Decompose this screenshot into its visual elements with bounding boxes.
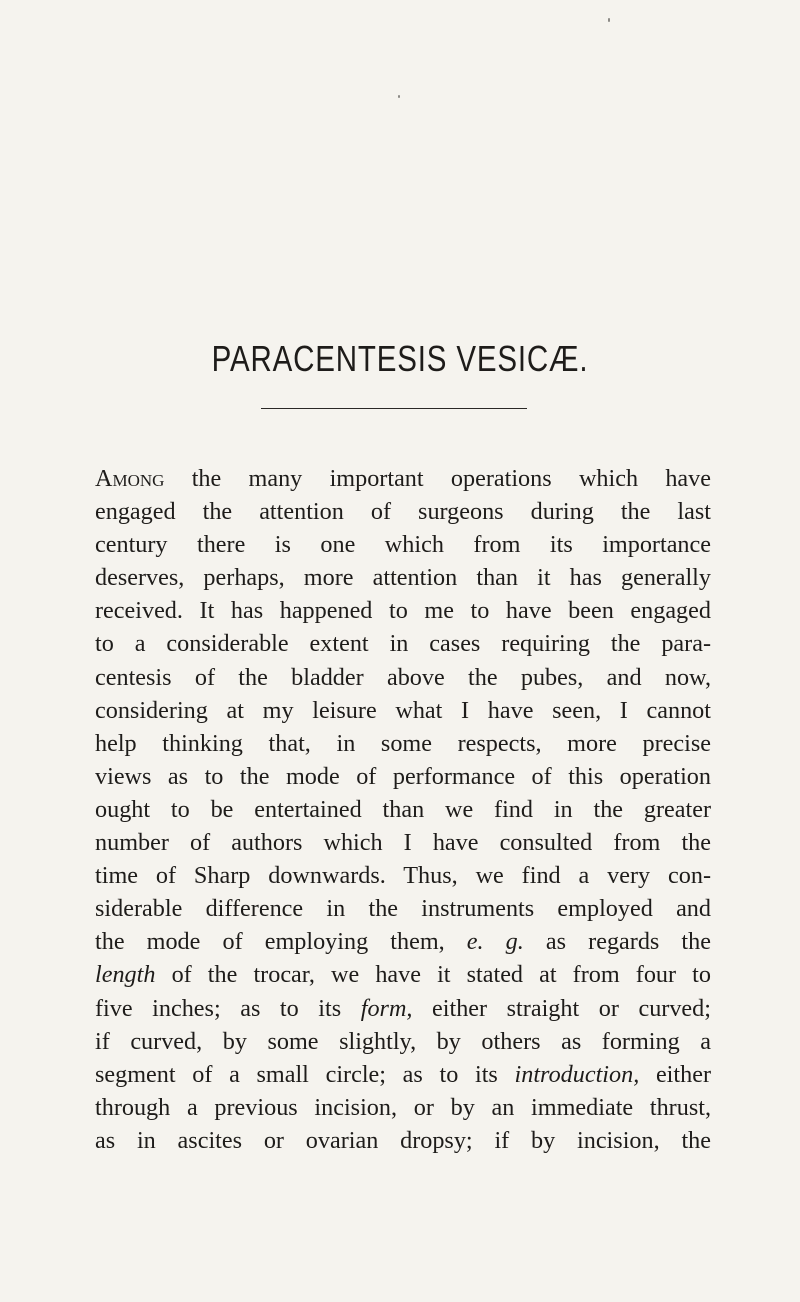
- text-line: to a considerable extent in cases requiring the para-: [95, 630, 711, 658]
- text-line: as in ascites or ovarian dropsy; if by incision, the: [95, 1126, 711, 1154]
- text-line: time of Sharp downwards. Thus, we find a very con-: [95, 862, 711, 890]
- opening-word: Among: [95, 465, 165, 492]
- text-line: length of the trocar, we have it stated at from four to: [95, 961, 711, 989]
- text-line: number of authors which I have consulted from the: [95, 829, 711, 857]
- text-line: considering at my leisure what I have seen, I cannot: [95, 696, 711, 724]
- text-line: if curved, by some slightly, by others as forming a: [95, 1027, 711, 1055]
- text-line: Among the many important operations which have: [95, 465, 711, 492]
- text-line: through a previous incision, or by an immediate thrust,: [95, 1093, 711, 1121]
- text-line: received. It has happened to me to have been engaged: [95, 597, 711, 625]
- page-speck: [398, 95, 400, 98]
- text-line: deserves, perhaps, more attention than it has generally: [95, 564, 711, 592]
- chapter-title: PARACENTESIS VESICÆ.: [211, 338, 589, 379]
- text-line: ought to be entertained than we find in the greater: [95, 795, 711, 823]
- text-line: siderable difference in the instruments employed and: [95, 895, 711, 923]
- italic-term: introduction,: [514, 1060, 640, 1088]
- text-line: segment of a small circle; as to its introduction, either: [95, 1060, 711, 1088]
- text-line: engaged the attention of surgeons during the last: [95, 498, 711, 526]
- text-line: help thinking that, in some respects, more precise: [95, 729, 711, 757]
- italic-term: length: [95, 961, 156, 989]
- text-line: views as to the mode of performance of this operation: [95, 762, 711, 790]
- text-line: century there is one which from its importance: [95, 531, 711, 559]
- italic-term: e. g.: [466, 928, 524, 956]
- italic-term: form,: [360, 994, 413, 1022]
- text-line: five inches; as to its form, either straight or curved;: [95, 994, 711, 1022]
- body-paragraph: [95, 462, 711, 1157]
- text-line: the mode of employing them, e. g. as regards the: [95, 928, 711, 956]
- page-speck: [608, 18, 610, 22]
- text-line: centesis of the bladder above the pubes, and now,: [95, 663, 711, 691]
- title-divider: [261, 408, 527, 409]
